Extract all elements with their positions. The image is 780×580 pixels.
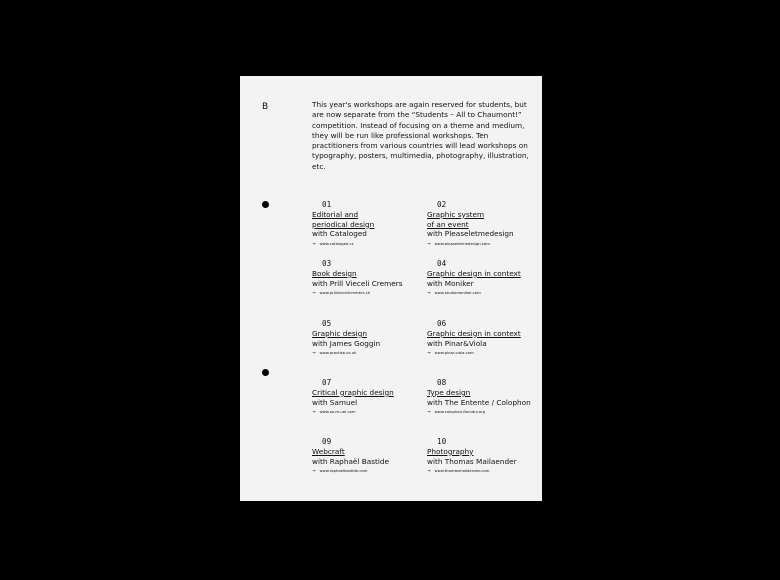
workshop-url-text: www.pinar-viola.com (434, 350, 474, 356)
workshop-item (427, 319, 545, 357)
workshop-title: Graphic system (427, 209, 485, 219)
arrow-right-icon: → (312, 350, 316, 356)
arrow-right-icon: → (427, 290, 431, 296)
workshop-instructor: with Samuel (312, 397, 358, 407)
workshop-url-text: www.colophon-foundry.org (434, 409, 485, 415)
workshop-url (312, 466, 430, 475)
workshop-item (312, 378, 430, 416)
workshop-title: Graphic design (312, 328, 367, 338)
workshop-url (427, 466, 545, 475)
arrow-right-icon: → (427, 241, 431, 247)
workshop-item (427, 200, 545, 248)
workshop-item (312, 200, 430, 248)
workshop-instructor: with Moniker (427, 278, 474, 288)
punch-hole-top (262, 201, 269, 208)
workshop-title: Graphic design in context (427, 328, 521, 338)
workshop-url (427, 407, 545, 416)
workshop-title: of an event (427, 219, 469, 229)
arrow-right-icon: → (427, 468, 431, 474)
workshop-item (427, 378, 545, 416)
workshop-instructor: with Prill Vieceli Cremers (312, 278, 403, 288)
workshop-url-text: www.sa-m-uel.com (319, 409, 356, 415)
workshop-title: Editorial and (312, 209, 359, 219)
workshop-number: 10 (437, 437, 447, 446)
workshop-url-text: www.studiomoniker.com (434, 290, 481, 296)
workshop-number: 04 (437, 259, 447, 268)
workshop-number: 06 (437, 319, 447, 328)
workshop-instructor: with Pleaseletmedesign (427, 229, 514, 239)
workshop-item (427, 437, 545, 475)
arrow-right-icon: → (427, 350, 431, 356)
arrow-right-icon: → (427, 409, 431, 415)
workshop-url-text: www.prillviecelicremers.ch (319, 290, 371, 296)
workshop-url (312, 239, 430, 248)
workshop-url (312, 288, 430, 297)
workshop-url-text: www.cataloged.cc (319, 241, 354, 247)
workshop-instructor: with Cataloged (312, 229, 367, 239)
workshop-title: Critical graphic design (312, 387, 394, 397)
workshop-title: Type design (427, 387, 471, 397)
workshop-title: Photography (427, 446, 474, 456)
punch-hole-bottom (262, 369, 269, 376)
workshop-number: 07 (322, 378, 332, 387)
workshop-url (312, 348, 430, 357)
workshop-title: periodical design (312, 219, 375, 229)
workshop-url (427, 348, 545, 357)
workshop-item (312, 437, 430, 475)
workshop-url-text: www.pleaseletmedesign.com (434, 241, 490, 247)
workshop-instructor: with Pinar&Viola (427, 338, 487, 348)
workshop-item (312, 319, 430, 357)
workshop-number: 03 (322, 259, 332, 268)
workshop-title: Book design (312, 268, 357, 278)
poster-sheet (240, 76, 542, 501)
workshop-number: 01 (322, 200, 332, 209)
workshop-number: 05 (322, 319, 332, 328)
workshop-instructor: with Thomas Mailaender (427, 456, 517, 466)
workshop-url-text: www.practise.co.uk (319, 350, 357, 356)
workshop-instructor: with Raphaël Bastide (312, 456, 390, 466)
workshop-title: Graphic design in context (427, 268, 521, 278)
intro-paragraph: This year's workshops are again reserved for students, but are now separate from the “Students – All to Chaumont!” competition. Instead of focusing on a theme and medium, they will be run like professional workshops. Ten practitioners from various countries will lead workshops on typography, posters, multimedia, photography, illustration, etc. (312, 100, 529, 171)
workshop-number: 02 (437, 200, 447, 209)
arrow-right-icon: → (312, 290, 316, 296)
workshop-number: 08 (437, 378, 447, 387)
section-letter: B (262, 102, 269, 112)
arrow-right-icon: → (312, 409, 316, 415)
workshop-url (427, 288, 545, 297)
workshop-instructor: with The Entente / Colophon (427, 397, 531, 407)
workshop-title: Webcraft (312, 446, 345, 456)
workshop-item (312, 259, 430, 297)
workshop-item (427, 259, 545, 297)
workshop-instructor: with James Goggin (312, 338, 381, 348)
workshop-number: 09 (322, 437, 332, 446)
workshop-url (312, 407, 430, 416)
workshop-url (427, 239, 545, 248)
workshop-url-text: www.raphaelbastide.com (319, 468, 368, 474)
arrow-right-icon: → (312, 241, 316, 247)
arrow-right-icon: → (312, 468, 316, 474)
workshop-url-text: www.thomasmailaender.com (434, 468, 490, 474)
